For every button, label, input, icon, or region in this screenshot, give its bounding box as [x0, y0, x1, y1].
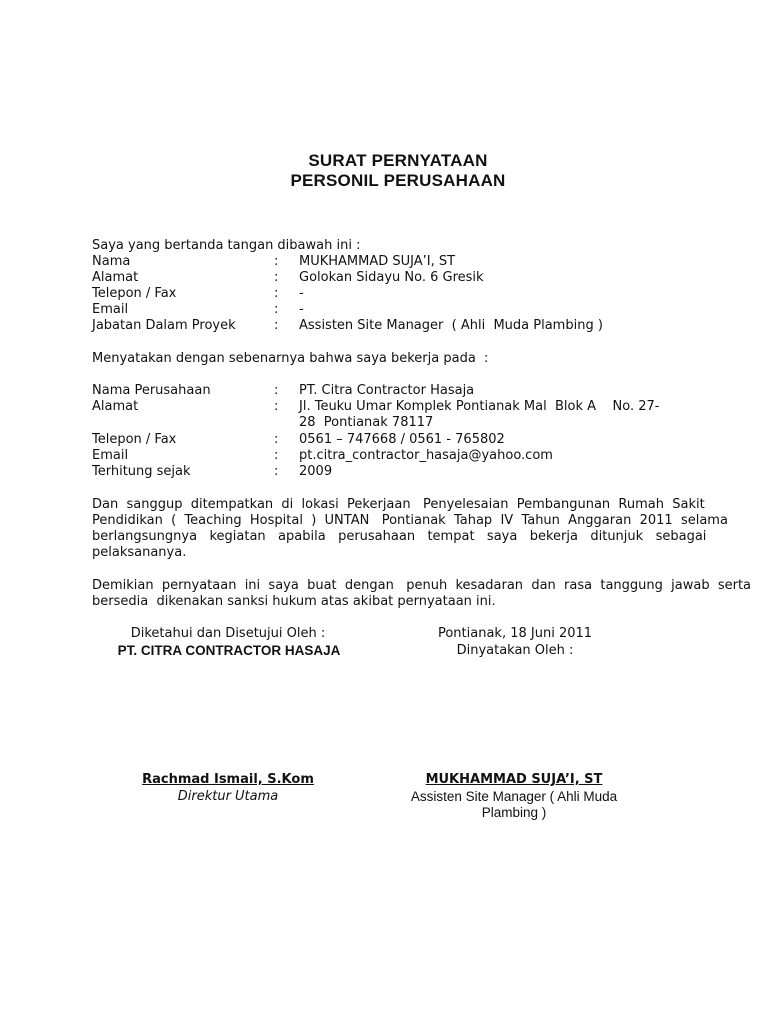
left-signatory-title: Direktur Utama — [177, 789, 279, 804]
company-phone-label: Telepon / Fax — [92, 432, 177, 447]
company-phone-value: 0561 – 747668 / 0561 - 765802 — [299, 432, 505, 447]
company-address-colon: : — [274, 399, 279, 414]
person-name-colon: : — [274, 254, 279, 269]
person-phone-value: - — [299, 286, 304, 301]
document-title-line1: SURAT PERNYATAAN — [308, 151, 488, 170]
company-name-value: PT. Citra Contractor Hasaja — [299, 383, 475, 398]
person-address-value: Golokan Sidayu No. 6 Gresik — [299, 270, 484, 285]
person-email-value: - — [299, 302, 304, 317]
person-position-label: Jabatan Dalam Proyek — [92, 318, 236, 333]
person-name-value: MUKHAMMAD SUJA’I, ST — [299, 254, 456, 269]
document-title-line2: PERSONIL PERUSAHAAN — [290, 171, 506, 190]
person-address-label: Alamat — [92, 270, 139, 285]
person-phone-label: Telepon / Fax — [92, 286, 177, 301]
company-name-label: Nama Perusahaan — [92, 383, 211, 398]
company-address-label: Alamat — [92, 399, 139, 414]
company-address-value: Jl. Teuku Umar Komplek Pontianak Mal Blok A No. 27- — [299, 399, 660, 414]
company-since-label: Terhitung sejak — [92, 464, 191, 479]
person-position-colon: : — [274, 318, 279, 333]
company-phone-colon: : — [274, 432, 279, 447]
paragraph1-line2: Pendidikan ( Teaching Hospital ) UNTAN Pontianak Tahap IV Tahun Anggaran 2011 selama — [92, 513, 728, 528]
company-email-value: pt.citra_contractor_hasaja@yahoo.com — [299, 448, 553, 463]
intro-text: Saya yang bertanda tangan dibawah ini : — [92, 238, 361, 253]
person-email-colon: : — [274, 302, 279, 317]
left-signature-heading: Diketahui dan Disetujui Oleh : — [130, 626, 326, 641]
person-email-label: Email — [92, 302, 129, 317]
company-email-label: Email — [92, 448, 129, 463]
company-name-colon: : — [274, 383, 279, 398]
paragraph2-line2: bersedia dikenakan sanksi hukum atas akibat pernyataan ini. — [92, 594, 496, 609]
company-address-value-line2: 28 Pontianak 78117 — [299, 415, 434, 430]
person-position-value: Assisten Site Manager ( Ahli Muda Plambing ) — [299, 318, 603, 333]
right-signatory-name: MUKHAMMAD SUJA’I, ST — [425, 772, 603, 787]
person-phone-colon: : — [274, 286, 279, 301]
company-email-colon: : — [274, 448, 279, 463]
statement-text: Menyatakan dengan sebenarnya bahwa saya bekerja pada : — [92, 351, 489, 366]
left-signatory-name: Rachmad Ismail, S.Kom — [142, 772, 314, 787]
paragraph1-line1: Dan sanggup ditempatkan di lokasi Pekerjaan Penyelesaian Pembangunan Rumah Sakit — [92, 497, 705, 512]
right-signature-place-date: Pontianak, 18 Juni 2011 — [437, 626, 593, 641]
left-signature-company: PT. CITRA CONTRACTOR HASAJA — [117, 643, 341, 658]
company-since-value: 2009 — [299, 464, 333, 479]
right-signatory-title-line2: Plambing ) — [481, 805, 547, 820]
right-signatory-title-line1: Assisten Site Manager ( Ahli Muda — [410, 789, 618, 804]
person-address-colon: : — [274, 270, 279, 285]
paragraph2-line1: Demikian pernyataan ini saya buat dengan penuh kesadaran dan rasa tanggung jawab serta — [92, 578, 752, 593]
right-signature-heading: Dinyatakan Oleh : — [456, 643, 574, 658]
company-since-colon: : — [274, 464, 279, 479]
person-name-label: Nama — [92, 254, 131, 269]
paragraph1-line4: pelaksananya. — [92, 545, 187, 560]
paragraph1-line3: berlangsungnya kegiatan apabila perusahaan tempat saya bekerja ditunjuk sebagai — [92, 529, 707, 544]
